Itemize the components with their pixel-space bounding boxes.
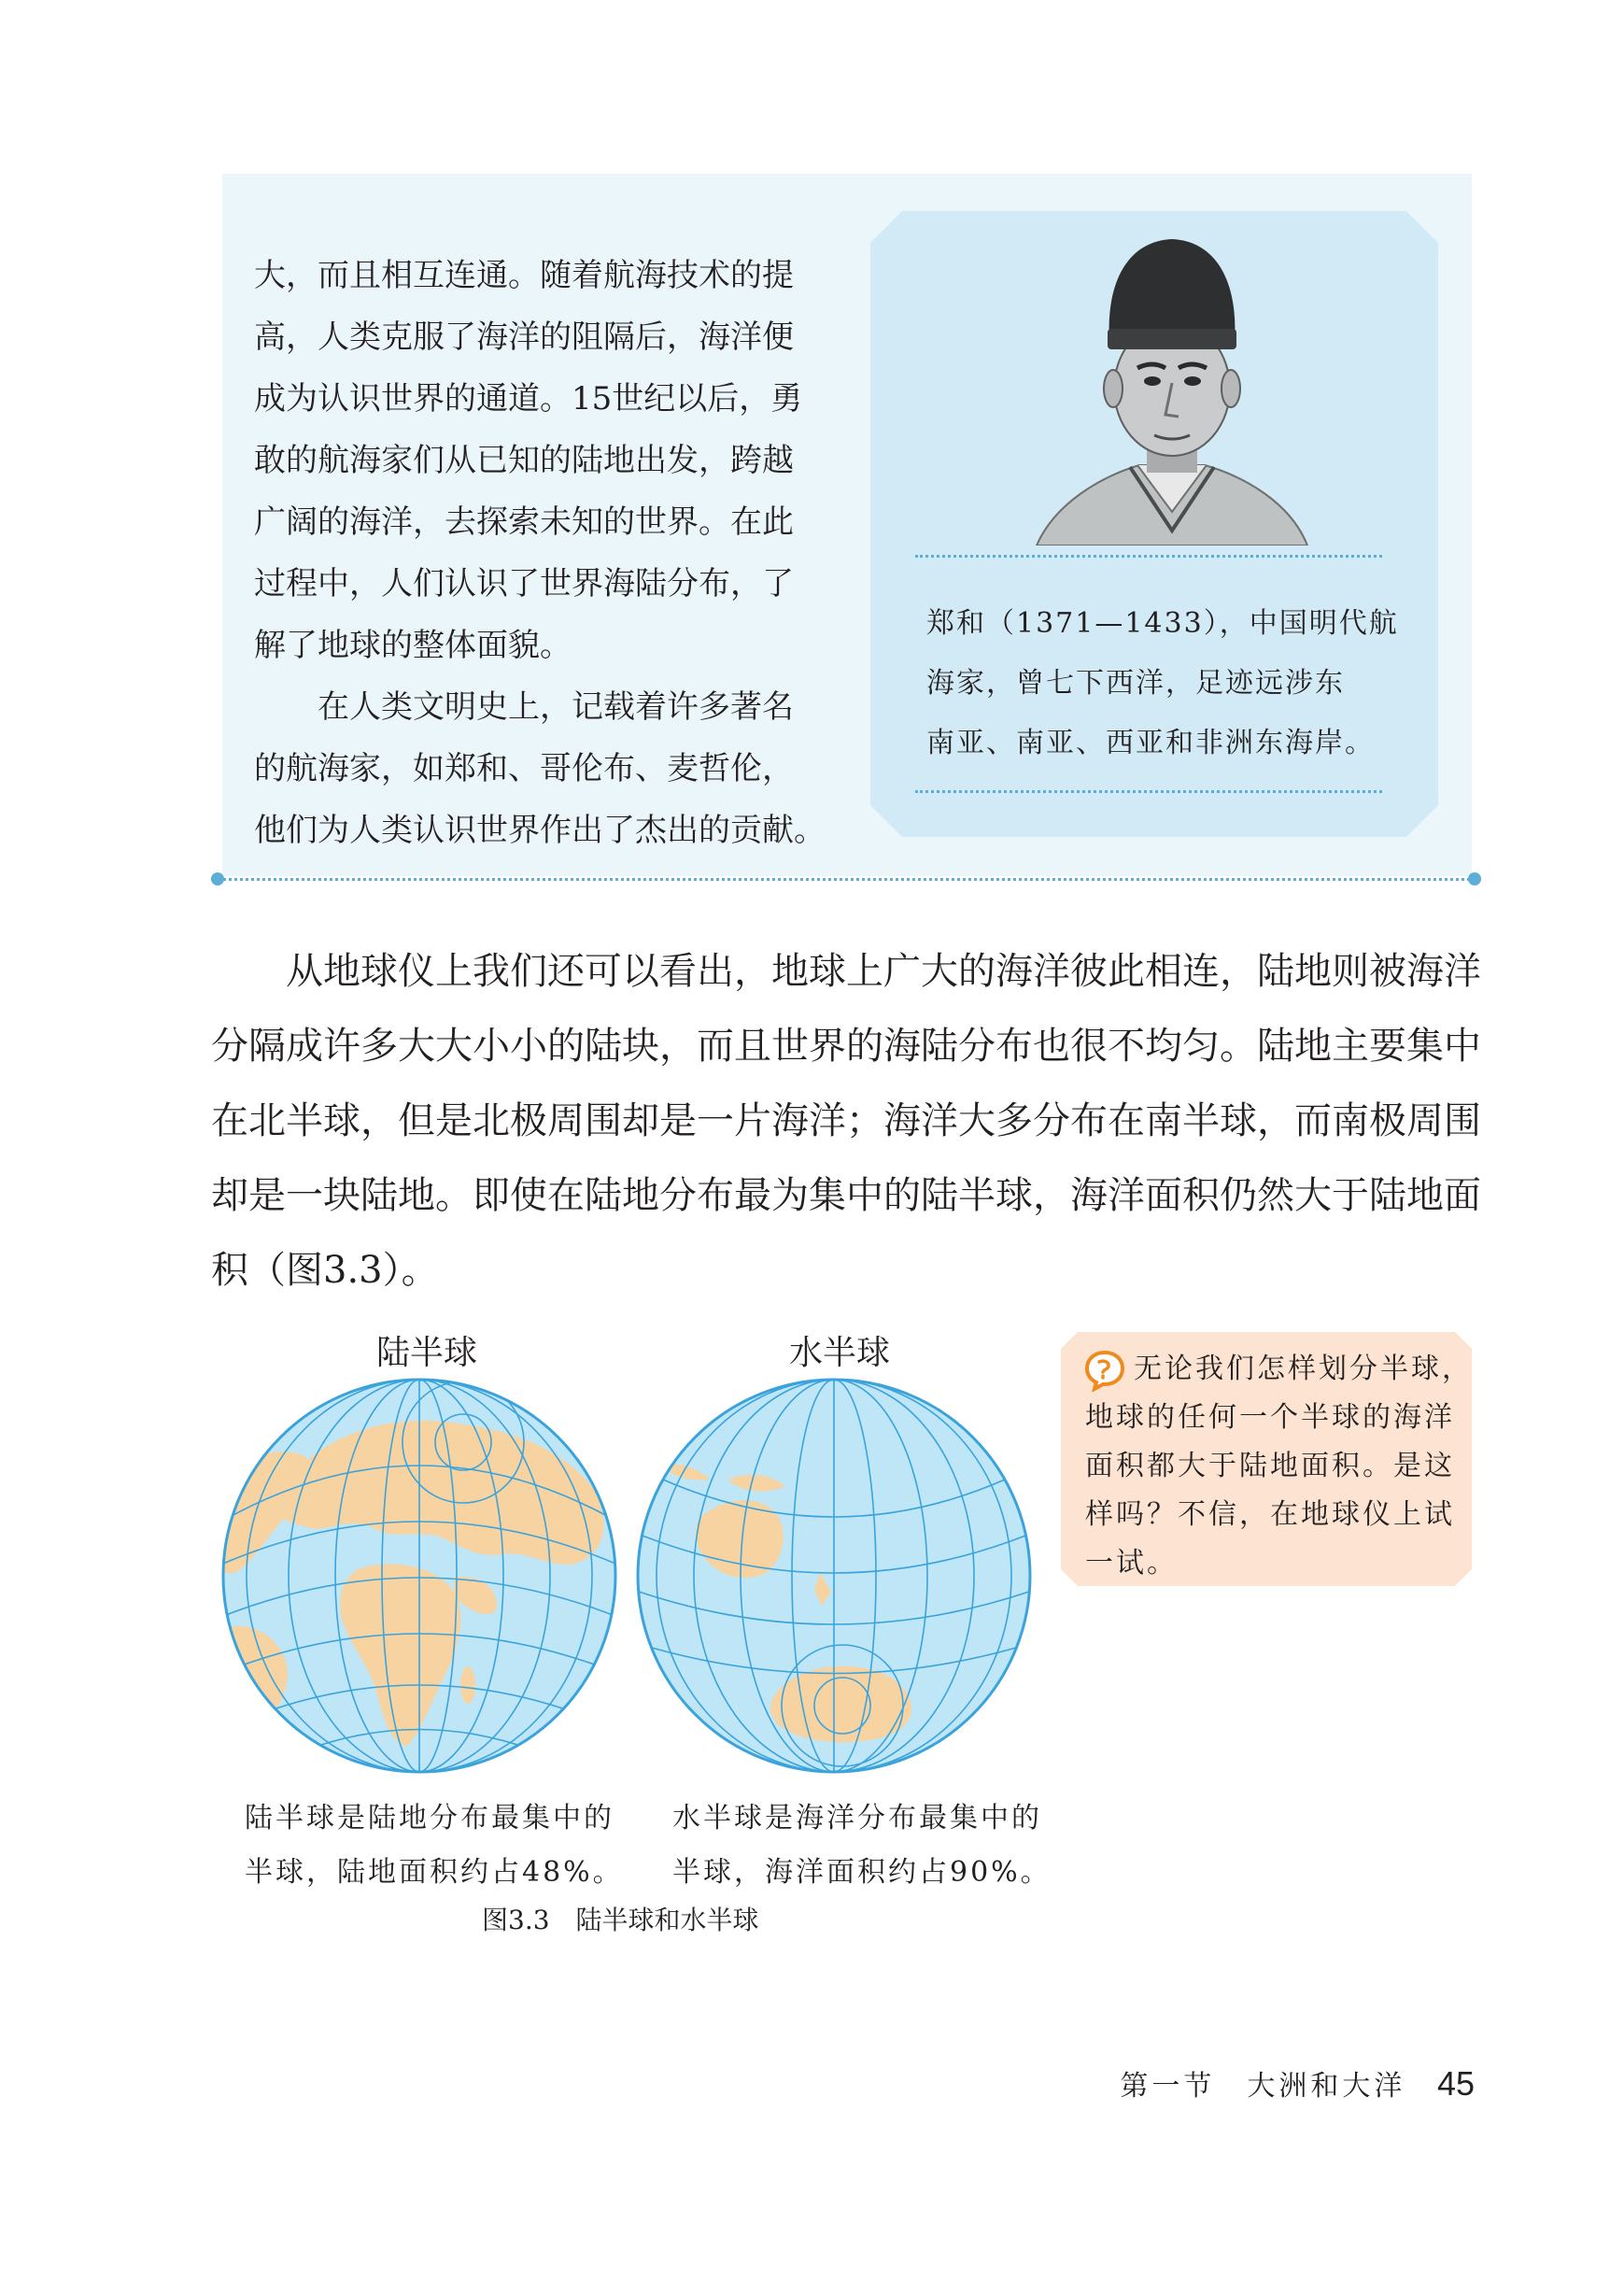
panel-line: 敢的航海家们从已知的陆地出发，跨越 [254,442,794,479]
water-hemisphere-caption [672,1792,1052,1900]
footer-section-title: 第一节 大洲和大洋 [1120,2070,1406,2103]
thought-line: 面积都大于陆地面积。是这 [1085,1450,1455,1482]
thought-text [1085,1345,1473,1588]
page-number: 45 [1436,2064,1475,2103]
panel-line: 成为认识世界的通道。15世纪以后，勇 [254,380,803,418]
portrait-caption-line: 南亚、南亚、西亚和非洲东海岸。 [926,727,1375,759]
panel-line: 在人类文明史上，记载着许多著名 [318,688,794,726]
water-caption-line: 水半球是海洋分布最集中的 [672,1802,1042,1835]
panel-line: 高，人类克服了海洋的阻隔后，海洋便 [254,319,794,356]
panel-paragraph-1 [254,245,833,676]
figure-caption: 图3.3 陆半球和水半球 [482,1905,759,1935]
panel-line: 他们为人类认识世界作出了杰出的贡献。 [254,812,826,849]
land-hemisphere-title: 陆半球 [376,1334,478,1372]
panel-line: 大，而且相互连通。随着航海技术的提 [254,257,794,294]
body-paragraph: 从地球仪上我们还可以看出，地球上广大的海洋彼此相连，陆地则被海洋分隔成许多大大小小的陆块，而且世界的海陆分布也很不均匀。陆地主要集中在北半球，但是北极周围却是一片海洋；海洋大多分布在南半球，而南极周围却是一块陆地。即使在陆地分布最为集中的陆半球，海洋面积仍然大于陆地面积（图3.3）。 [211,950,1481,1292]
land-caption-line: 半球，陆地面积约占48%。 [245,1856,624,1889]
water-hemisphere-map [635,1377,1033,1775]
panel-paragraph-2 [254,676,833,861]
panel-line: 广阔的海洋，去探索未知的世界。在此 [254,503,794,541]
thought-line: 一试。 [1085,1547,1178,1580]
water-hemisphere-title: 水半球 [789,1334,891,1372]
panel-line: 过程中，人们认识了世界海陆分布，了 [254,565,794,602]
land-hemisphere-map [220,1377,618,1775]
panel-text [254,245,833,861]
portrait-caption [926,594,1399,773]
water-caption-line: 半球，海洋面积约占90%。 [672,1856,1052,1889]
card-dotted-rule-top [915,555,1382,558]
page-footer [1120,2062,1475,2104]
card-dotted-rule-bottom [915,790,1382,793]
zheng-he-portrait [1027,232,1317,545]
portrait-caption-line: 郑和（1371—1433），中国明代航 [926,607,1399,640]
portrait-caption-line: 海家，曾七下西洋，足迹远涉东 [926,667,1345,700]
thought-line: 地球的任何一个半球的海洋 [1085,1401,1455,1434]
land-hemisphere-caption [245,1792,624,1900]
divider-right-dot [1468,872,1481,885]
thought-line: 样吗？不信，在地球仪上试 [1085,1498,1455,1531]
panel-divider [217,878,1476,881]
thought-line: 无论我们怎样划分半球， [1134,1353,1473,1385]
land-caption-line: 陆半球是陆地分布最集中的 [245,1802,614,1835]
panel-line: 的航海家，如郑和、哥伦布、麦哲伦， [254,750,794,787]
panel-line: 解了地球的整体面貌。 [254,627,572,664]
